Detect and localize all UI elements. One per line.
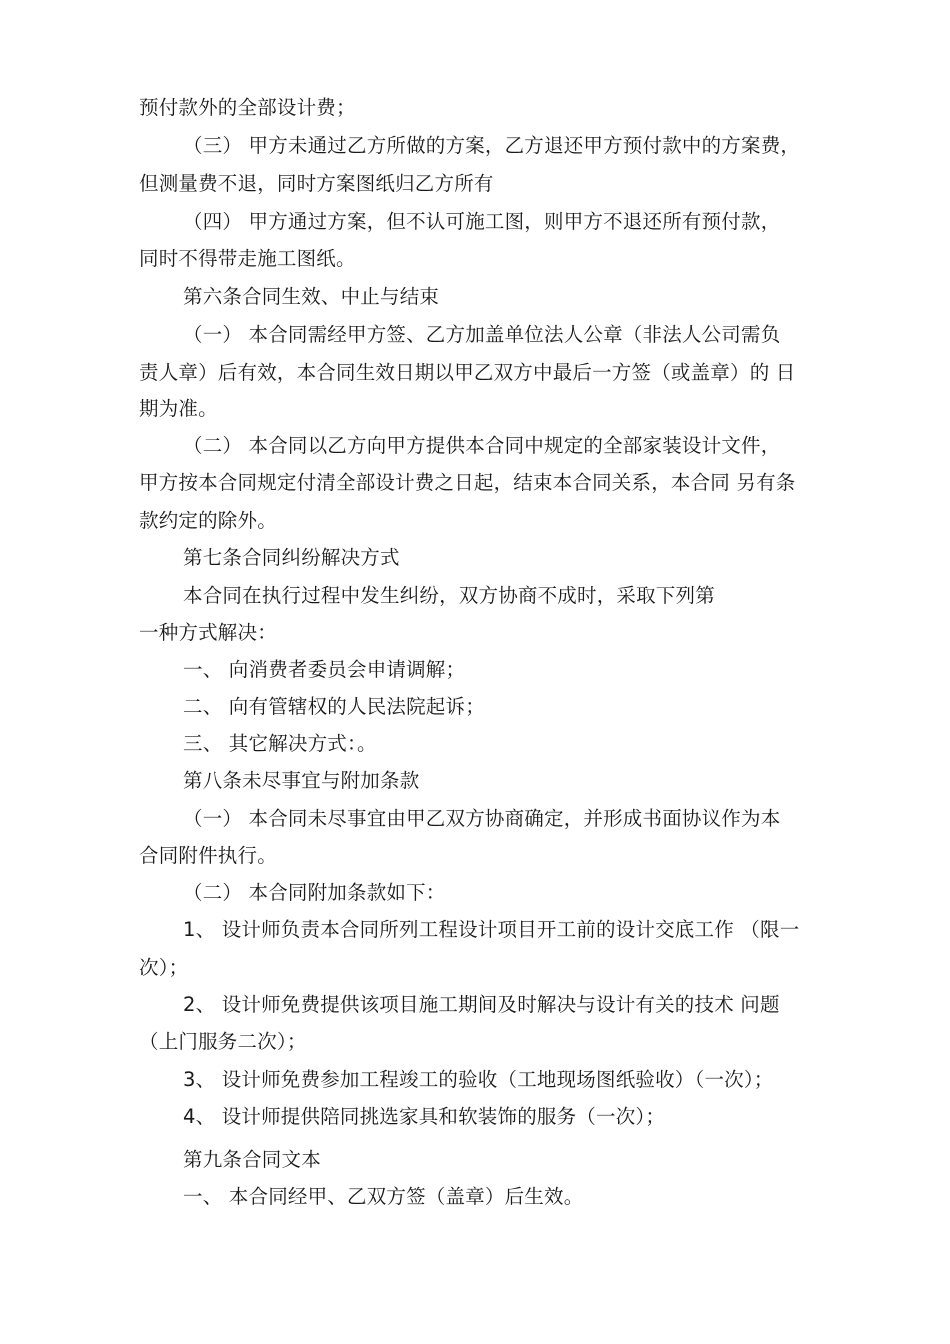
clause-line: （二） 本合同以乙方向甲方提供本合同中规定的全部家装设计文件， [183,434,781,457]
article-heading: 第七条合同纠纷解决方式 [183,546,400,569]
text-line: 一种方式解决： [139,621,277,644]
list-item: 3、 设计师免费参加工程竣工的验收（工地现场图纸验收）（一次）； [183,1068,774,1091]
article-heading: 第九条合同文本 [183,1148,321,1171]
list-item: 4、 设计师提供陪同挑选家具和软装饰的服务（一次）； [183,1105,666,1128]
clause-line: （二） 本合同附加条款如下： [183,881,446,904]
article-heading: 第八条未尽事宜与附加条款 [183,769,420,792]
text-line: 但测量费不退，同时方案图纸归乙方所有 [139,172,494,195]
list-item: 二、 向有管辖权的人民法院起诉； [183,695,485,718]
list-item: 三、 其它解决方式：。 [183,732,377,755]
article-heading: 第六条合同生效、中止与结束 [183,285,440,308]
clause-line: （一） 本合同未尽事宜由甲乙双方协商确定，并形成书面协议作为本 [183,807,781,830]
text-line: 责人章）后有效，本合同生效日期以甲乙双方中最后一方签（或盖章）的 日 [139,361,796,384]
text-line: 本合同在执行过程中发生纠纷，双方协商不成时，采取下列第 [183,584,715,607]
text-line: 次）； [139,956,189,979]
list-item: 一、 本合同经甲、乙双方签（盖章）后生效。 [183,1185,584,1208]
text-line: 款约定的除外。 [139,509,277,532]
list-item: 1、 设计师负责本合同所列工程设计项目开工前的设计交底工作 （限一 [183,918,800,941]
clause-line: （一） 本合同需经甲方签、乙方加盖单位法人公章（非法人公司需负 [183,323,781,346]
text-line: 合同附件执行。 [139,844,277,867]
list-item: 2、 设计师免费提供该项目施工期间及时解决与设计有关的技术 问题 [183,993,780,1016]
text-line: 期为准。 [139,397,218,420]
text-line: 甲方按本合同规定付清全部设计费之日起，结束本合同关系，本合同 另有条 [139,471,796,494]
clause-line: （四） 甲方通过方案，但不认可施工图，则甲方不退还所有预付款， [183,210,781,233]
list-item: 一、 向消费者委员会申请调解； [183,658,466,681]
text-line: （上门服务二次）； [139,1030,307,1053]
text-line: 同时不得带走施工图纸。 [139,247,356,270]
text-line: 预付款外的全部设计费； [139,96,356,119]
clause-line: （三） 甲方未通过乙方所做的方案，乙方退还甲方预付款中的方案费， [183,134,801,157]
